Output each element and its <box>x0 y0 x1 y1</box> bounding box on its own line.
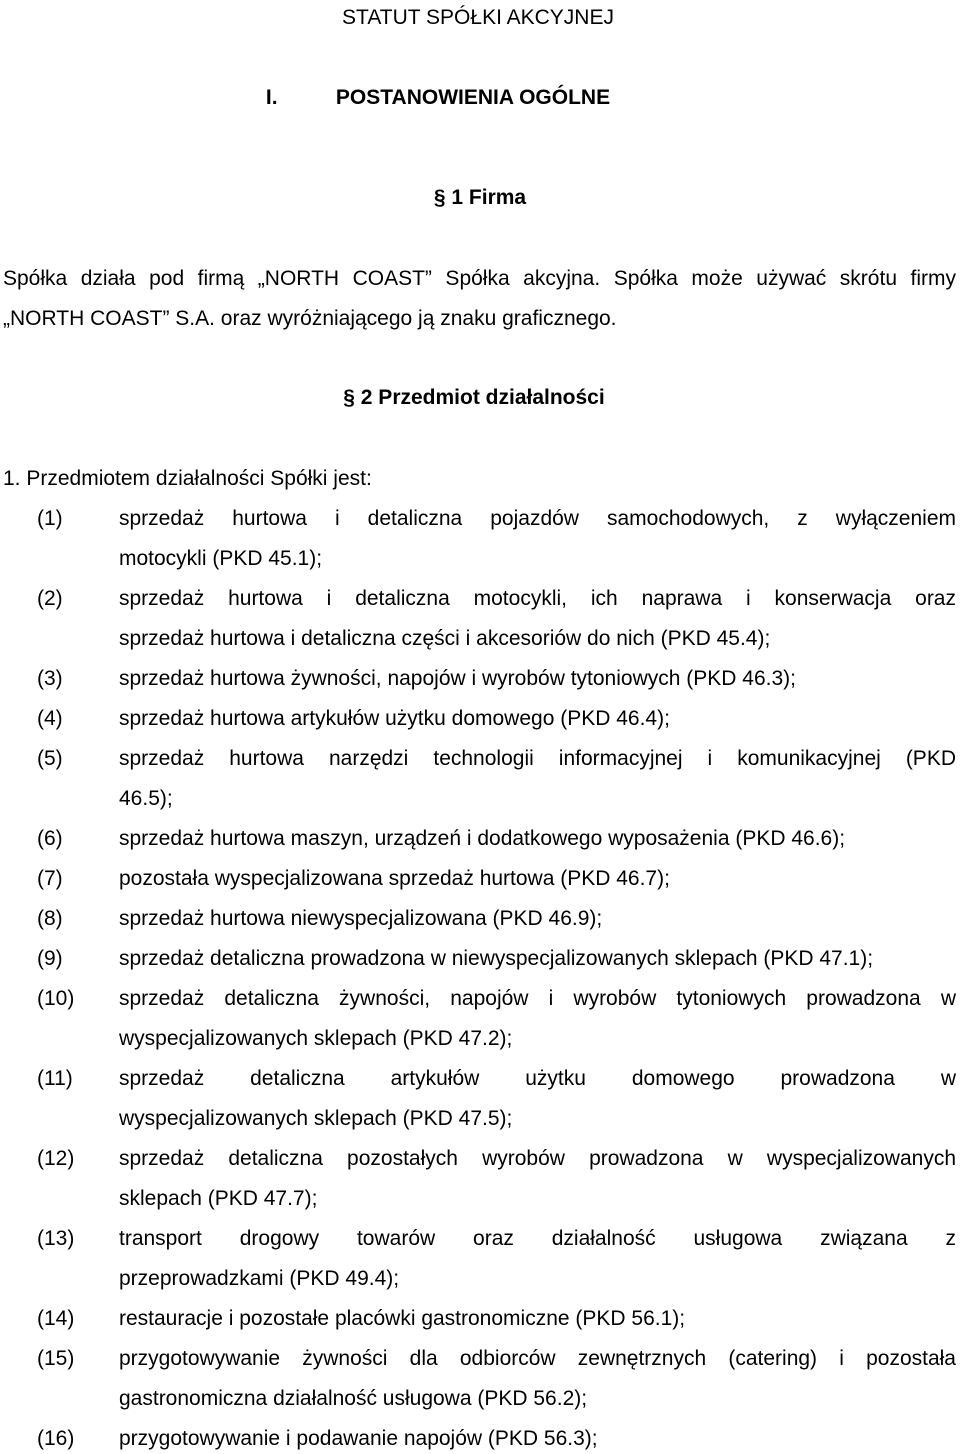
list-item-text: sprzedaż hurtowa artykułów użytku domowego (PKD 46.4); <box>119 707 670 730</box>
list-item-text: wyspecjalizowanych sklepach (PKD 47.5); <box>119 1107 513 1130</box>
list-item-text: restauracje i pozostałe placówki gastronomiczne (PKD 56.1); <box>119 1307 686 1330</box>
paragraph-2-heading: § 2 Przedmiot działalności <box>343 386 605 409</box>
list-item-text: sprzedaż detaliczna pozostałych wyrobów prowadzona w wyspecjalizowanych <box>119 1147 956 1170</box>
list-item-number: (2) <box>37 587 63 610</box>
list-item-number: (14) <box>37 1307 75 1330</box>
list-item-number: (16) <box>37 1427 75 1450</box>
list-item-number: (5) <box>37 747 63 770</box>
list-item-text: sprzedaż hurtowa narzędzi technologii informacyjnej i komunikacyjnej (PKD <box>119 747 956 770</box>
section-heading-text: POSTANOWIENIA OGÓLNE <box>335 86 611 109</box>
list-item-number: (6) <box>37 827 63 850</box>
list-item-number: (11) <box>37 1067 73 1090</box>
list-item-text: sprzedaż hurtowa i detaliczna pojazdów samochodowych, z wyłączeniem <box>119 507 956 530</box>
list-item-number: (10) <box>37 987 75 1010</box>
list-item-text: przeprowadzkami (PKD 49.4); <box>119 1267 400 1290</box>
list-item-number: (13) <box>37 1227 75 1250</box>
paragraph-1-line: „NORTH COAST” S.A. oraz wyróżniającego ją znaku graficznego. <box>3 307 617 330</box>
list-item-text: sprzedaż hurtowa żywności, napojów i wyrobów tytoniowych (PKD 46.3); <box>119 667 796 690</box>
list-item-text: transport drogowy towarów oraz działalność usługowa związana z <box>119 1227 956 1250</box>
list-item-text: gastronomiczna działalność usługowa (PKD 56.2); <box>119 1387 588 1410</box>
list-item-text: wyspecjalizowanych sklepach (PKD 47.2); <box>119 1027 513 1050</box>
list-item-text: przygotowywanie żywności dla odbiorców zewnętrznych (catering) i pozostała <box>119 1347 956 1370</box>
list-item-text: 46.5); <box>119 787 173 810</box>
list-item-number: (1) <box>37 507 63 530</box>
list-item-number: (15) <box>37 1347 75 1370</box>
list-item-text: sprzedaż hurtowa i detaliczna części i akcesoriów do nich (PKD 45.4); <box>119 627 771 650</box>
paragraph-1-line: Spółka działa pod firmą „NORTH COAST” Spółka akcyjna. Spółka może używać skrótu firmy <box>3 267 956 290</box>
list-item-text: sprzedaż hurtowa maszyn, urządzeń i dodatkowego wyposażenia (PKD 46.6); <box>119 827 846 850</box>
list-item-text: pozostała wyspecjalizowana sprzedaż hurtowa (PKD 46.7); <box>119 867 670 890</box>
list-item-text: sprzedaż detaliczna prowadzona w niewyspecjalizowanych sklepach (PKD 47.1); <box>119 947 874 970</box>
paragraph-2-intro: 1. Przedmiotem działalności Spółki jest: <box>3 467 372 490</box>
list-item-text: motocykli (PKD 45.1); <box>119 547 323 570</box>
list-item-text: sprzedaż detaliczna artykułów użytku domowego prowadzona w <box>119 1067 956 1090</box>
list-item-text: sprzedaż hurtowa niewyspecjalizowana (PKD 46.9); <box>119 907 603 930</box>
list-item-number: (3) <box>37 667 63 690</box>
document-title: STATUT SPÓŁKI AKCYJNEJ <box>342 6 614 29</box>
paragraph-1-heading: § 1 Firma <box>433 186 527 209</box>
section-numeral: I. <box>265 86 278 109</box>
list-item-text: sklepach (PKD 47.7); <box>119 1187 318 1210</box>
list-item-number: (7) <box>37 867 63 890</box>
list-item-number: (12) <box>37 1147 75 1170</box>
list-item-text: sprzedaż hurtowa i detaliczna motocykli, ich naprawa i konserwacja oraz <box>119 587 956 610</box>
list-item-number: (9) <box>37 947 63 970</box>
list-item-text: przygotowywanie i podawanie napojów (PKD 56.3); <box>119 1427 598 1450</box>
list-item-number: (4) <box>37 707 63 730</box>
list-item-number: (8) <box>37 907 63 930</box>
list-item-text: sprzedaż detaliczna żywności, napojów i wyrobów tytoniowych prowadzona w <box>119 987 956 1010</box>
section-heading <box>0 86 960 110</box>
